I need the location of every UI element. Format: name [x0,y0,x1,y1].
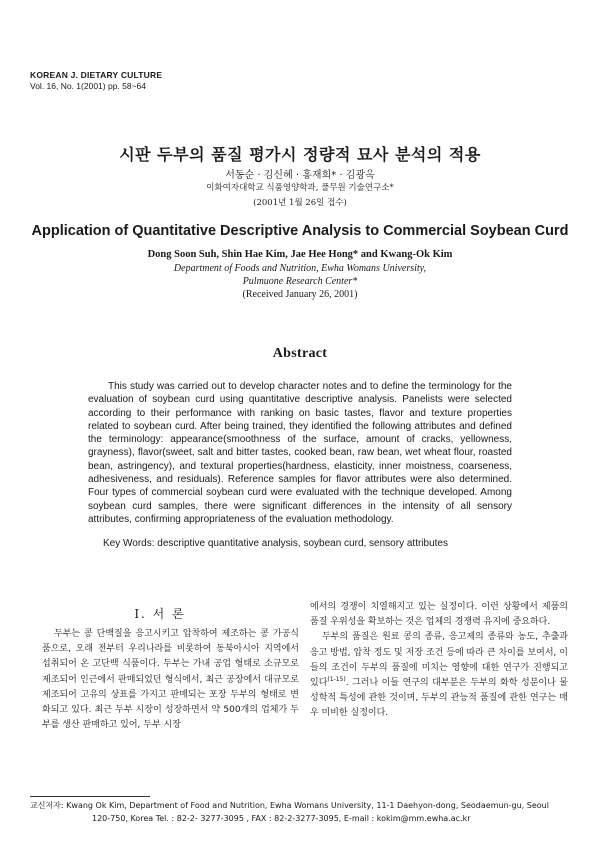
english-received-date: (Received January 26, 2001) [242,289,358,300]
intro-paragraph-2-text-b: . 그러나 이들 연구의 대부분은 두부의 화학 성분이나 물성학적 특성에 관한 것이며, 두부의 관능적 품질에 관한 연구는 매우 미비한 실정이다. [310,678,568,719]
korean-title: 시판 두부의 품질 평가시 정량적 묘사 분석의 적용 [119,145,481,164]
citation-reference: (1-15) [327,676,346,684]
intro-paragraph-1-continued: 에서의 경쟁이 치열해지고 있는 실정이다. 이런 상황에서 제품의 품질 우위성을 확보하는 것은 업체의 경쟁력 유지에 중요하다. [310,602,568,628]
english-authors: Dong Soon Suh, Shin Hae Kim, Jae Hee Hong* and Kwang-Ok Kim [147,249,453,260]
korean-received-date: (2001년 1월 26일 접수) [253,198,347,208]
abstract-body: This study was carried out to develop character notes and to define the terminology for the evaluation of soybean curd using quantitative descriptive analysis. Panelists were selected according to their performance with ranking on basic tastes, flavor and texture properties related to soybean curd. After being trained, they identified the following attributes and defined the terminology: appearance(smoothness of the surface, amount of cracks, yellowness, grayness), flavor(sweet, salt and bitter tastes, cooked bean, raw bean, wet wheat flour, roasted bean, astringency), and textural properties(hardness, elasticity, inner moistness, coarseness, adhesiveness, and residuals). Reference samples for flavor attributes were also determined. Four types of commercial soybean curd were evaluated with the technique developed. Among soybean curd samples, there were significant differences in the intensity of all sensory attributes, confirming appropriateness of the evaluation methodology. [88,381,512,525]
introduction-heading: I. 서 론 [134,607,186,621]
intro-paragraph-1: 두부는 콩 단백질을 응고시키고 압착하여 제조하는 콩 가공식품으로, 오래 전부터 우리나라를 비롯하여 동북아시아 지역에서 섭취되어 온 고단백 식품이다. 두부는 가내 공업 형태로 소규모로 제조되어 인근에서 판매되었던 형식에서, 최근 공장에서 대규모로 제조되어 고유의 상표를 가지고 판매되는 포장 두부의 형태로 변화되고 있다. 최근 두부 시장이 성장하면서 약 500개의 업체가 두부를 생산 판매하고 있어, 두부 시장 [42,629,299,731]
korean-authors: 서동순 · 김신혜 · 홍재희* · 김광옥 [225,170,375,181]
introduction-left-column [42,627,299,733]
introduction-right-column [310,600,568,722]
abstract-heading: Abstract [272,346,328,361]
intro-paragraph-2-text-a: 두부의 품질은 원료 콩의 종류, 응고제의 종류와 농도, 추출과 응고 방법, 압착 정도 및 저장 조건 등에 따라 큰 차이를 보여서, 이들의 조건이 두부의 품질에 미치는 영향에 대한 연구가 진행되고 있다 [310,632,568,689]
english-affiliation-2: Pulmuone Research Center* [242,276,358,287]
intro-paragraph-2 [310,630,568,721]
english-affiliation-1: Department of Foods and Nutrition, Ewha Womans University, [173,263,427,274]
footnote-line-1: 교신저자: Kwang Ok Kim, Department of Food and Nutrition, Ewha Womans University, 11-1 Daehyon-dong, Seodaemun-gu, Seoul [30,801,549,810]
footnote-line-2: 120-750, Korea Tel. : 82-2- 3277-3095 , FAX : 82-2-3277-3095, E-mail : kokim@mm.ewha.ac.kr [92,814,471,823]
corresponding-author-footnote [30,799,570,825]
key-words: Key Words: descriptive quantitative analysis, soybean curd, sensory attributes [103,538,448,549]
volume-line: Vol. 16, No. 1(2001) pp. 58~64 [30,81,147,91]
korean-affiliation: 이화여자대학교 식품영양학과, 풀무원 기술연구소* [206,183,394,193]
footnote-divider [30,796,150,797]
journal-name: KOREAN J. DIETARY CULTURE [30,70,163,80]
english-title: Application of Quantitative Descriptive Analysis to Commercial Soybean Curd [31,223,569,239]
